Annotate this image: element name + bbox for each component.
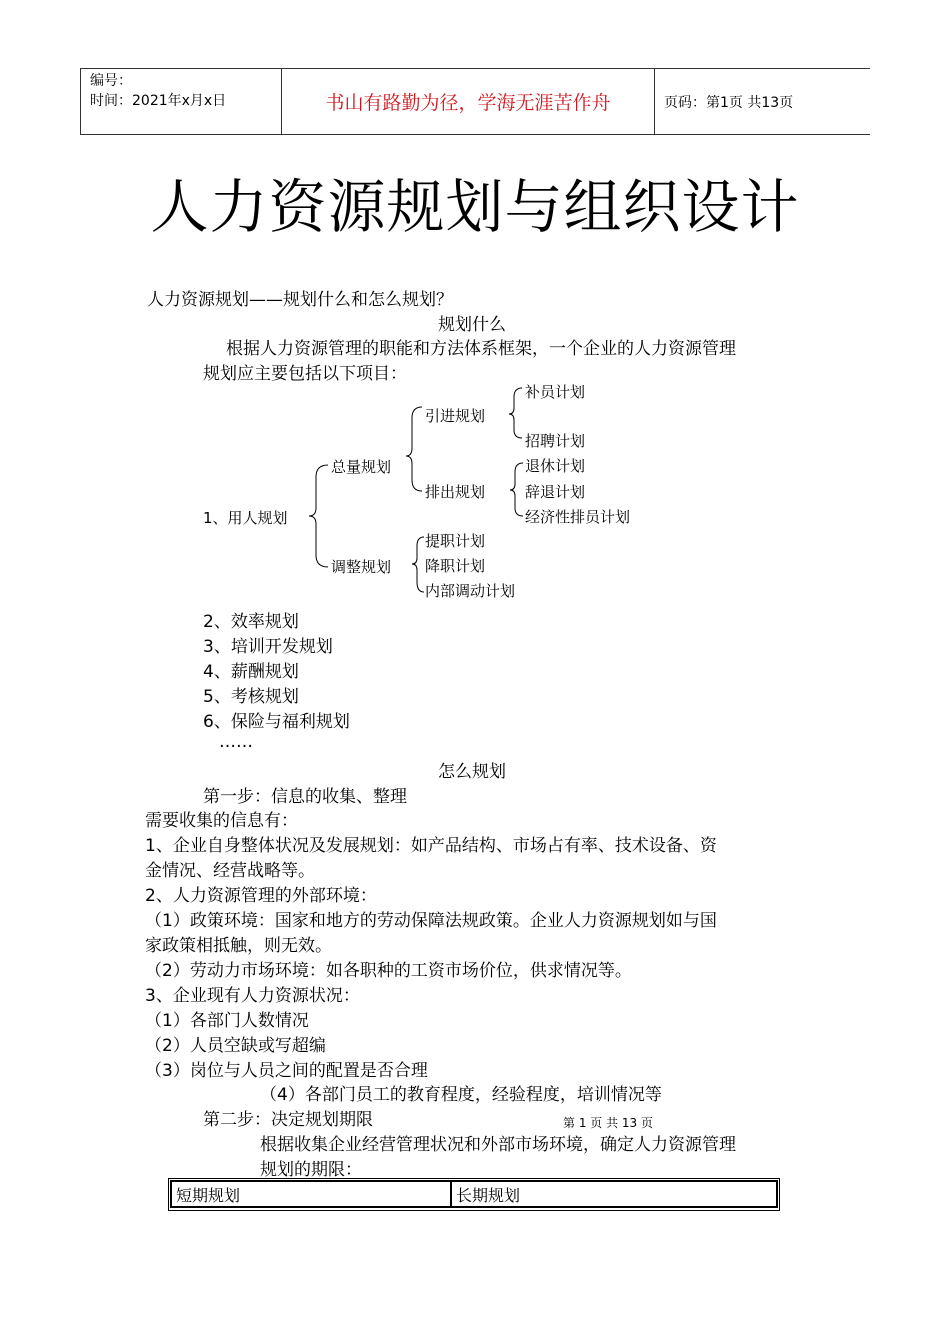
list-item: 5、考核规划 bbox=[203, 687, 299, 707]
node-adjust: 调整规划 bbox=[331, 558, 392, 576]
item2-1-line2: 家政策相抵触，则无效。 bbox=[145, 936, 332, 956]
item2: 2、人力资源管理的外部环境： bbox=[145, 886, 377, 906]
para1-line1: 根据人力资源管理的职能和方法体系框架，一个企业的人力资源管理 bbox=[226, 339, 736, 359]
node-dismiss: 辞退计划 bbox=[525, 483, 586, 501]
list-item: …… bbox=[219, 732, 253, 752]
list-item: 6、保险与福利规划 bbox=[203, 712, 350, 732]
node-root: 1、用人规划 bbox=[203, 509, 288, 527]
brace-intro bbox=[509, 388, 522, 438]
item2-2: （2）劳动力市场环境：如各职种的工资市场价位，供求情况等。 bbox=[145, 961, 632, 981]
node-recruit: 招聘计划 bbox=[525, 432, 586, 450]
plan-table bbox=[170, 1180, 778, 1208]
section-title-how: 怎么规划 bbox=[438, 762, 506, 782]
node-transfer: 内部调动计划 bbox=[425, 582, 516, 600]
planning-tree-diagram bbox=[0, 0, 950, 620]
para1-line2: 规划应主要包括以下项目： bbox=[203, 364, 407, 384]
list-item: 4、薪酬规划 bbox=[203, 662, 299, 682]
page-footer: 第 1 页 共 13 页 bbox=[563, 1116, 653, 1130]
item2-1-line1: （1）政策环境：国家和地方的劳动保障法规政策。企业人力资源规划如与国 bbox=[145, 911, 717, 931]
section-title-what: 规划什么 bbox=[438, 315, 506, 335]
item3-1: （1）各部门人数情况 bbox=[145, 1011, 309, 1031]
item3: 3、企业现有人力资源状况： bbox=[145, 986, 360, 1006]
list-item: 3、培训开发规划 bbox=[203, 637, 333, 657]
doc-time: 时间：2021年x月x日 bbox=[90, 93, 227, 109]
para2-line2: 规划的期限： bbox=[260, 1160, 362, 1180]
step1: 第一步：信息的收集、整理 bbox=[203, 787, 407, 807]
brace-root bbox=[309, 465, 328, 567]
cell-short-term: 短期规划 bbox=[171, 1181, 451, 1207]
item1-line1: 1、企业自身整体状况及发展规划：如产品结构、市场占有率、技术设备、资 bbox=[145, 836, 717, 856]
node-exit: 排出规划 bbox=[425, 483, 486, 501]
item3-4: （4）各部门员工的教育程度，经验程度，培训情况等 bbox=[260, 1085, 662, 1105]
list-item: 2、效率规划 bbox=[203, 612, 299, 632]
table-row bbox=[171, 1181, 777, 1207]
brace-exit bbox=[510, 463, 523, 516]
item1-line2: 金情况、经营战略等。 bbox=[145, 861, 315, 881]
cell-long-term: 长期规划 bbox=[451, 1181, 777, 1207]
header-motto: 书山有路勤为径，学海无涯苦作舟 bbox=[282, 69, 655, 134]
item3-3: （3）岗位与人员之间的配置是否合理 bbox=[145, 1061, 428, 1081]
header-page-info: 页码：第1页 共13页 bbox=[664, 94, 794, 111]
node-supplement: 补员计划 bbox=[525, 383, 586, 401]
step2: 第二步：决定规划期限 bbox=[203, 1110, 373, 1130]
intro-heading: 人力资源规划——规划什么和怎么规划？ bbox=[147, 290, 453, 310]
node-retire: 退休计划 bbox=[525, 457, 586, 475]
node-economic: 经济性排员计划 bbox=[525, 508, 631, 526]
brace-total bbox=[406, 407, 422, 491]
para2-line1: 根据收集企业经营管理状况和外部市场环境，确定人力资源管理 bbox=[260, 1135, 736, 1155]
node-promote: 提职计划 bbox=[425, 532, 486, 550]
info-needed: 需要收集的信息有： bbox=[145, 811, 298, 831]
brace-adjust bbox=[412, 537, 424, 592]
doc-number: 编号： bbox=[90, 73, 132, 89]
page-title: 人力资源规划与组织设计 bbox=[150, 173, 800, 241]
node-total: 总量规划 bbox=[331, 458, 392, 476]
node-demote: 降职计划 bbox=[425, 557, 486, 575]
node-intro: 引进规划 bbox=[425, 407, 486, 425]
item3-2: （2）人员空缺或写超编 bbox=[145, 1036, 326, 1056]
